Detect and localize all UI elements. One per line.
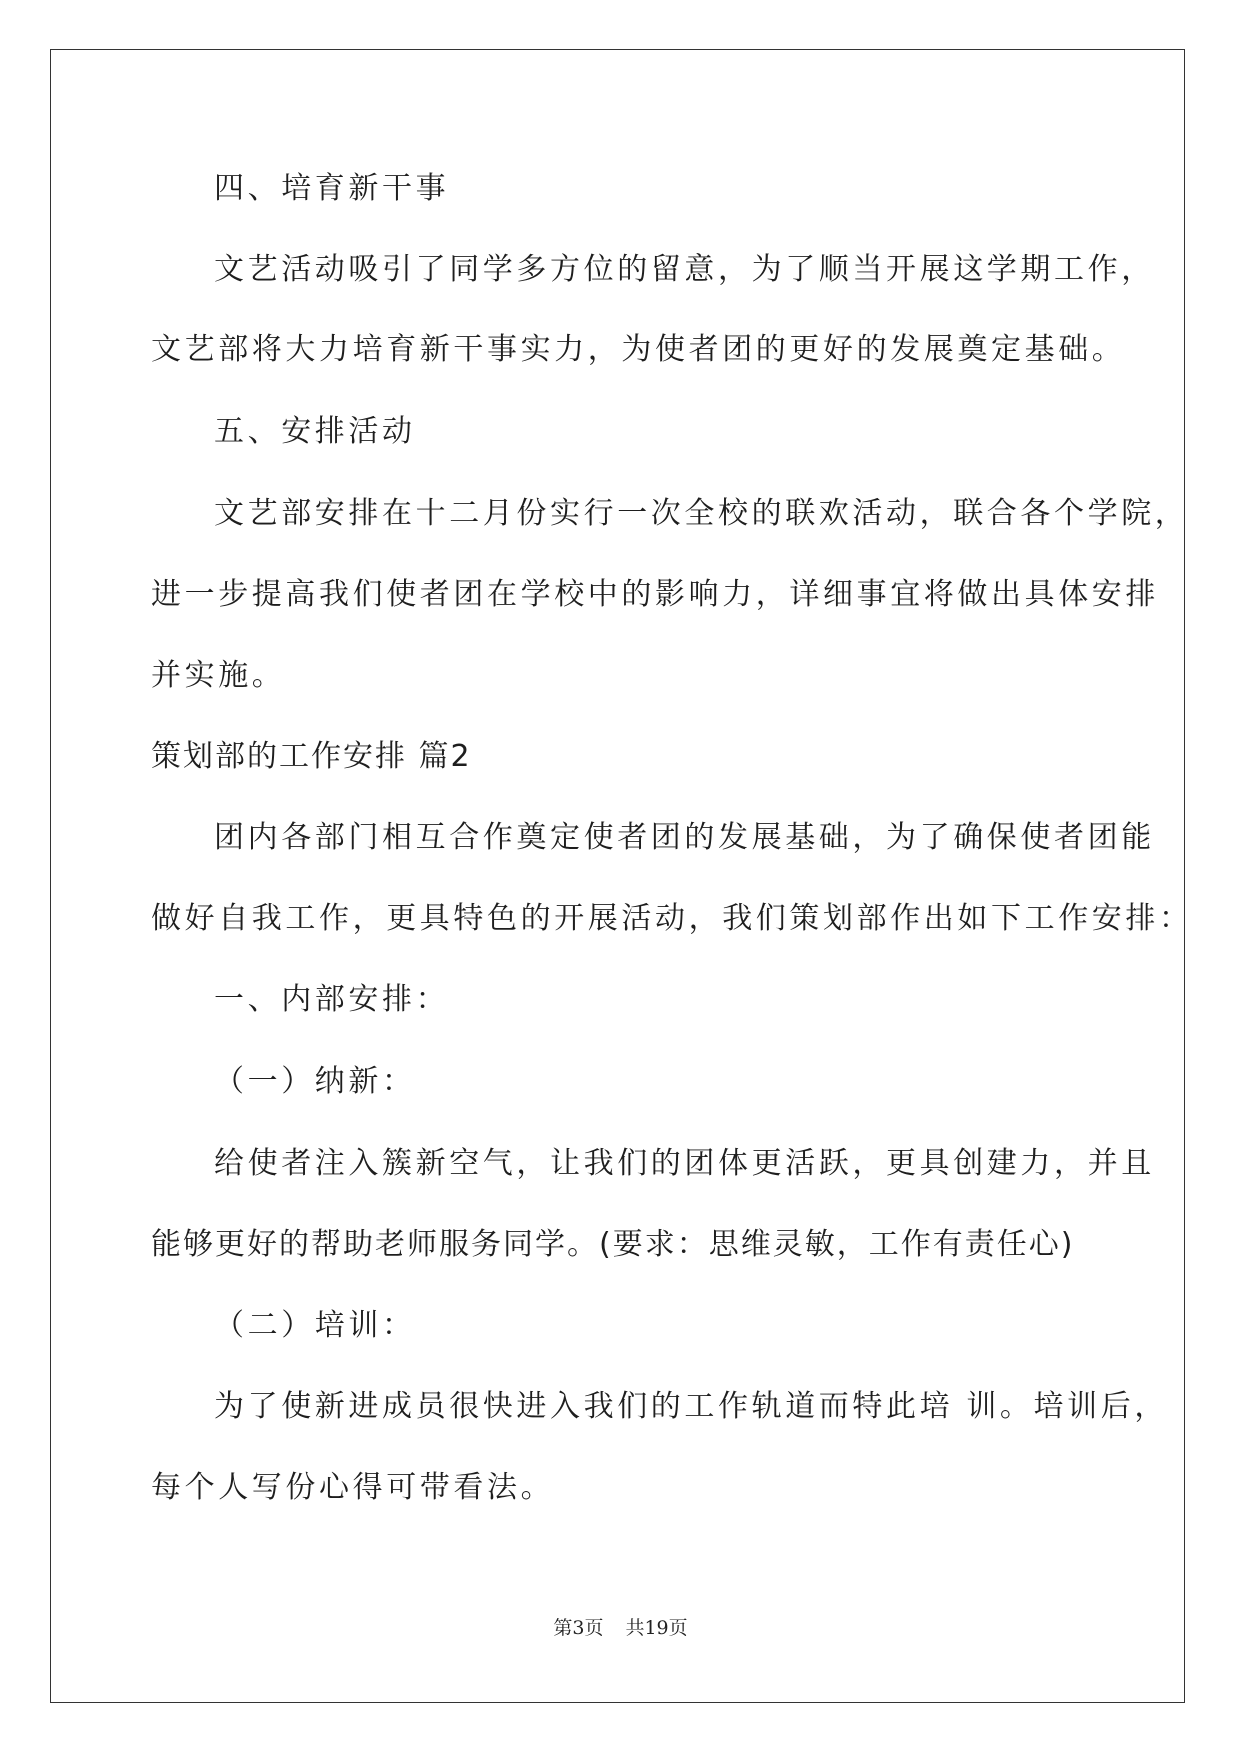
page-footer [0,1616,1241,1640]
heading-arrange-activities: 五、安排活动 [214,414,416,449]
subheading-recruitment: （一）纳新： [214,1064,416,1099]
heading-cultivate-new-staff: 四、培育新干事 [214,171,450,206]
section-title: 策划部的工作安排 篇2 [151,739,472,774]
paragraph-line: 文艺部安排在十二月份实行一次全校的联欢活动，联合各个学院， [214,496,1189,531]
total-pages: 共19页 [625,1617,688,1639]
subheading-training: （二）培训： [214,1308,416,1343]
heading-internal-arrangement: 一、内部安排： [214,982,450,1017]
paragraph-line: 进一步提高我们使者团在学校中的影响力，详细事宜将做出具体安排 [151,577,1159,612]
paragraph-line: 做好自我工作，更具特色的开展活动，我们策划部作出如下工作安排： [151,901,1193,936]
page-border [50,49,1185,1703]
paragraph-line: 每个人写份心得可带看法。 [151,1470,555,1505]
paragraph-line: 文艺活动吸引了同学多方位的留意，为了顺当开展这学期工作， [214,252,1155,287]
page-number: 第3页 [553,1617,604,1639]
paragraph-line: 为了使新进成员很快进入我们的工作轨道而特此培 训。培训后， [214,1389,1168,1424]
paragraph-line: 并实施。 [151,658,286,693]
paragraph-line: 给使者注入簇新空气，让我们的团体更活跃，更具创建力，并且 [214,1146,1155,1181]
paragraph-line: 文艺部将大力培育新干事实力，为使者团的更好的发展奠定基础。 [151,332,1126,367]
paragraph-line: 能够更好的帮助老师服务同学。(要求：思维灵敏，工作有责任心) [151,1227,1075,1262]
paragraph-line: 团内各部门相互合作奠定使者团的发展基础，为了确保使者团能 [214,820,1155,855]
